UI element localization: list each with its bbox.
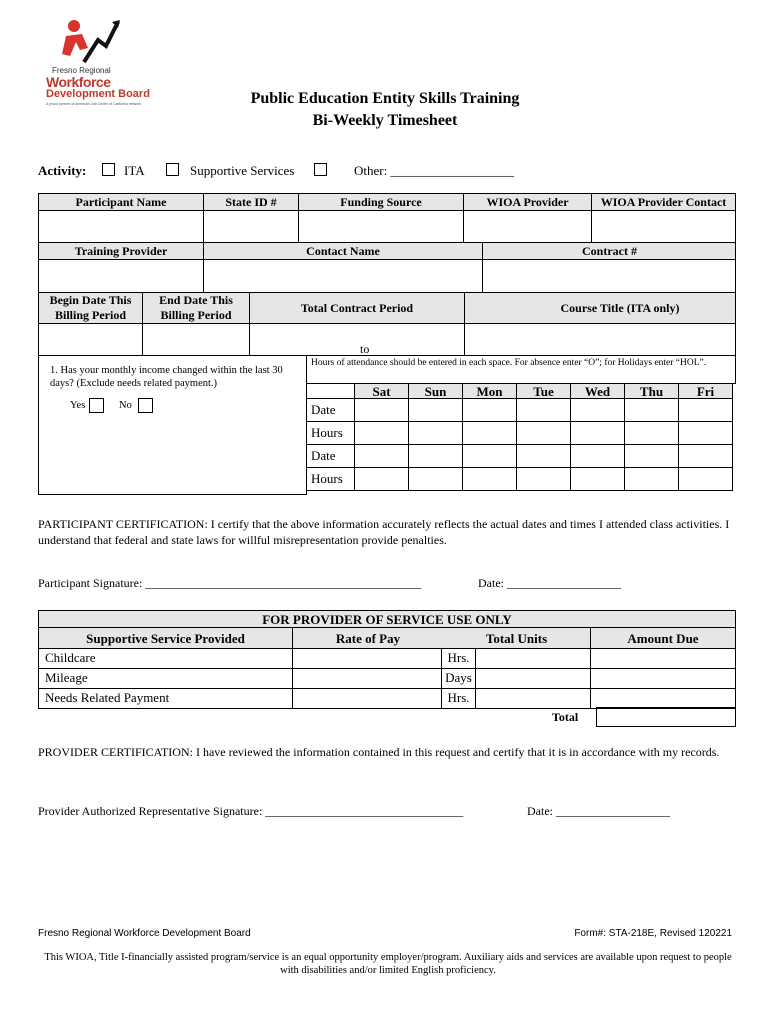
yes-checkbox[interactable] [89, 398, 104, 413]
hours-cell-1-2[interactable] [462, 421, 517, 445]
ita-label: ITA [124, 163, 145, 178]
yes-label: Yes [70, 400, 86, 411]
rate-of-pay-field-2[interactable] [292, 688, 442, 709]
hours-cell-3-3[interactable] [516, 467, 571, 491]
ita-checkbox[interactable] [102, 163, 115, 176]
day-header-3: Tue [516, 383, 571, 399]
total-contract-period-field[interactable] [249, 323, 465, 356]
supportive-service-header: Supportive Service Provided [38, 627, 293, 649]
service-row-2: Needs Related Payment [38, 688, 293, 709]
hours-cell-1-0[interactable] [354, 421, 409, 445]
day-header-2: Mon [462, 383, 517, 399]
hours-cell-1-4[interactable] [570, 421, 625, 445]
day-header-5: Thu [624, 383, 679, 399]
course-title-header: Course Title (ITA only) [464, 292, 736, 324]
logo-line-1: Fresno Regional [52, 66, 111, 75]
participant-name-field[interactable] [38, 210, 204, 243]
hours-cell-2-3[interactable] [516, 444, 571, 468]
day-header-0: Sat [354, 383, 409, 399]
hours-cell-1-1[interactable] [408, 421, 463, 445]
hours-cell-3-2[interactable] [462, 467, 517, 491]
hours-cell-3-5[interactable] [624, 467, 679, 491]
provider-signature-line[interactable]: Provider Authorized Representative Signature: _________________________________ [38, 804, 464, 818]
logo-line-3: Development Board [46, 88, 150, 100]
hours-cell-1-6[interactable] [678, 421, 733, 445]
hours-row-label-3: Hours [306, 467, 355, 491]
total-units-field-2[interactable] [475, 688, 591, 709]
hours-cell-3-6[interactable] [678, 467, 733, 491]
footer-form-number: Form#: STA-218E, Revised 120221 [574, 928, 732, 939]
day-header-6: Fri [678, 383, 733, 399]
supportive-services-label: Supportive Services [190, 163, 295, 178]
amount-due-field-0[interactable] [590, 648, 736, 669]
hours-cell-2-5[interactable] [624, 444, 679, 468]
begin-date-field[interactable] [38, 323, 143, 356]
hours-instructions: Hours of attendance should be entered in each space. For absence enter “O”; for Holidays enter “HOL”. [311, 358, 707, 368]
total-label: Total [552, 710, 579, 724]
wioa-provider-field[interactable] [463, 210, 592, 243]
total-units-field-1[interactable] [475, 668, 591, 689]
participant-date-line[interactable]: Date: ___________________ [478, 576, 621, 590]
hours-cell-0-0[interactable] [354, 398, 409, 422]
runner-logo-icon [54, 18, 124, 66]
provider-use-only-header: FOR PROVIDER OF SERVICE USE ONLY [38, 610, 736, 628]
end-date-field[interactable] [142, 323, 250, 356]
hours-grid-corner [306, 383, 355, 399]
rate-of-pay-field-1[interactable] [292, 668, 442, 689]
contact-name-header: Contact Name [203, 242, 483, 260]
rate-units-header [292, 627, 591, 649]
unit-label-0: Hrs. [441, 648, 476, 669]
activity-label: Activity: [38, 163, 87, 178]
logo-line-2: Workforce [46, 74, 111, 90]
hours-row-label-2: Date [306, 444, 355, 468]
total-units-header: Total Units [485, 630, 548, 646]
state-id-header: State ID # [203, 193, 299, 211]
participant-name-header: Participant Name [38, 193, 204, 211]
provider-date-line[interactable]: Date: ___________________ [527, 804, 670, 818]
day-header-4: Wed [570, 383, 625, 399]
hours-cell-0-3[interactable] [516, 398, 571, 422]
day-header-1: Sun [408, 383, 463, 399]
hours-cell-3-4[interactable] [570, 467, 625, 491]
participant-certification: PARTICIPANT CERTIFICATION: I certify that the above information accurately reflects the actual dates and times I attended class activities. I understand that federal and state laws for willful misrepresentation provide penalties. [38, 517, 730, 547]
hours-row-label-0: Date [306, 398, 355, 422]
no-label: No [119, 400, 132, 411]
footer-org: Fresno Regional Workforce Development Board [38, 928, 251, 939]
amount-due-field-2[interactable] [590, 688, 736, 709]
total-units-field-0[interactable] [475, 648, 591, 669]
page-subtitle: Bi-Weekly Timesheet [312, 112, 458, 129]
hours-cell-0-2[interactable] [462, 398, 517, 422]
total-amount-field[interactable] [596, 707, 736, 727]
end-date-header: End Date This Billing Period [142, 292, 250, 324]
funding-source-field[interactable] [298, 210, 464, 243]
hours-cell-3-1[interactable] [408, 467, 463, 491]
hours-cell-2-6[interactable] [678, 444, 733, 468]
training-provider-field[interactable] [38, 259, 204, 293]
hours-cell-0-1[interactable] [408, 398, 463, 422]
hours-cell-0-4[interactable] [570, 398, 625, 422]
hours-row-label-1: Hours [306, 421, 355, 445]
hours-cell-0-6[interactable] [678, 398, 733, 422]
wioa-provider-contact-field[interactable] [591, 210, 736, 243]
course-title-field[interactable] [464, 323, 736, 356]
supportive-services-checkbox[interactable] [166, 163, 179, 176]
rate-of-pay-field-0[interactable] [292, 648, 442, 669]
unit-label-2: Hrs. [441, 688, 476, 709]
logo-tagline: A proud partner of America's Job Center of California network [46, 102, 142, 106]
amount-due-field-1[interactable] [590, 668, 736, 689]
contact-name-field[interactable] [203, 259, 483, 293]
hours-cell-2-1[interactable] [408, 444, 463, 468]
contract-number-field[interactable] [482, 259, 736, 293]
wioa-provider-contact-header: WIOA Provider Contact [591, 193, 736, 211]
hours-cell-3-0[interactable] [354, 467, 409, 491]
other-checkbox[interactable] [314, 163, 327, 176]
state-id-field[interactable] [203, 210, 299, 243]
training-provider-header: Training Provider [38, 242, 204, 260]
no-checkbox[interactable] [138, 398, 153, 413]
unit-label-1: Days [441, 668, 476, 689]
contract-period-to: to [360, 342, 370, 356]
hours-cell-2-2[interactable] [462, 444, 517, 468]
service-row-1: Mileage [38, 668, 293, 689]
hours-cell-1-5[interactable] [624, 421, 679, 445]
hours-cell-2-4[interactable] [570, 444, 625, 468]
page-title: Public Education Entity Skills Training [250, 90, 520, 107]
wioa-provider-header: WIOA Provider [463, 193, 592, 211]
hours-cell-0-5[interactable] [624, 398, 679, 422]
rate-of-pay-header: Rate of Pay [335, 630, 401, 646]
participant-signature-line[interactable]: Participant Signature: ______________________________________________ [38, 576, 422, 590]
hours-cell-2-0[interactable] [354, 444, 409, 468]
footer-notice: This WIOA, Title I-financially assisted program/service is an equal opportunity employer/program. Auxiliary aids and services are available upon request to people with disabilities and/or limited English proficiency. [44, 952, 732, 976]
income-question-text: 1. Has your monthly income changed within the last 30 days? (Exclude needs related payment.) [50, 365, 283, 389]
provider-certification: PROVIDER CERTIFICATION: I have reviewed the information contained in this request and certify that it is in accordance with my records. [38, 745, 720, 759]
total-contract-period-header: Total Contract Period [249, 292, 465, 324]
funding-source-header: Funding Source [298, 193, 464, 211]
amount-due-header: Amount Due [590, 627, 736, 649]
service-row-0: Childcare [38, 648, 293, 669]
begin-date-header: Begin Date This Billing Period [38, 292, 143, 324]
other-label: Other: ___________________ [354, 163, 514, 178]
contract-number-header: Contract # [482, 242, 736, 260]
hours-cell-1-3[interactable] [516, 421, 571, 445]
